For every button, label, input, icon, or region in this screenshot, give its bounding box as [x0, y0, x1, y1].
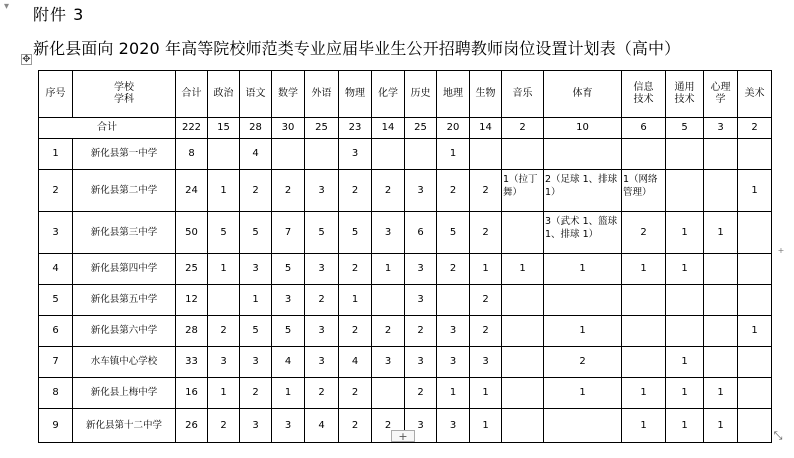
row-value-cell	[470, 139, 502, 170]
row-value-cell: 2	[339, 170, 372, 212]
row-value-cell: 1	[470, 409, 502, 443]
row-value-cell: 1	[437, 139, 470, 170]
row-value-cell: 1	[502, 254, 544, 285]
row-seq-cell: 5	[39, 285, 73, 316]
row-total-cell: 12	[176, 285, 208, 316]
row-seq-cell: 3	[39, 212, 73, 254]
row-value-cell	[372, 285, 405, 316]
row-seq-cell: 1	[39, 139, 73, 170]
row-total-cell: 33	[176, 347, 208, 378]
row-value-cell: 1	[622, 378, 666, 409]
header-subject-text: 体育	[572, 88, 593, 99]
row-value-cell: 3	[305, 170, 339, 212]
row-value-cell: 3	[405, 170, 437, 212]
row-value-cell	[437, 285, 470, 316]
table-row	[39, 212, 772, 254]
row-value-cell: 1	[372, 254, 405, 285]
header-subject-text: 地理	[443, 88, 463, 99]
row-total-cell: 24	[176, 170, 208, 212]
row-value-cell: 1	[666, 347, 704, 378]
row-value-cell: 1	[437, 378, 470, 409]
row-value-cell: 1	[208, 378, 240, 409]
row-value-cell	[502, 409, 544, 443]
header-subject-text: 信息	[633, 82, 654, 93]
row-seq-cell: 8	[39, 378, 73, 409]
row-value-cell	[666, 316, 704, 347]
row-value-cell: 2	[437, 254, 470, 285]
row-value-cell: 3	[405, 285, 437, 316]
row-total-cell: 8	[176, 139, 208, 170]
row-value-cell: 2	[372, 316, 405, 347]
total-value-cell: 25	[305, 118, 339, 139]
total-value-cell: 14	[372, 118, 405, 139]
table-body	[39, 71, 772, 443]
row-value-cell: 2	[372, 170, 405, 212]
row-value-cell: 3	[240, 254, 272, 285]
row-value-cell	[405, 139, 437, 170]
row-value-cell: 3	[272, 409, 305, 443]
header-subject	[502, 71, 544, 118]
row-value-cell: 2	[208, 316, 240, 347]
row-value-cell: 4	[272, 347, 305, 378]
row-value-cell: 2	[437, 170, 470, 212]
row-value-cell: 2	[305, 285, 339, 316]
row-value-cell: 3	[372, 347, 405, 378]
header-subject-label: 学科	[114, 94, 134, 105]
row-value-cell: 3	[240, 347, 272, 378]
header-subject	[372, 71, 405, 118]
row-value-cell	[622, 139, 666, 170]
total-value-cell: 14	[470, 118, 502, 139]
row-value-cell: 3	[437, 409, 470, 443]
header-subject-text: 音乐	[512, 88, 533, 99]
annex-label: 附件 3	[33, 5, 85, 24]
header-school-subject	[73, 71, 176, 118]
table-row	[39, 347, 772, 378]
row-value-cell: 2	[240, 170, 272, 212]
header-subject-text: 技术	[674, 94, 695, 105]
add-row-button[interactable]: +	[391, 430, 415, 442]
row-value-cell	[208, 139, 240, 170]
row-value-cell: 3	[305, 347, 339, 378]
row-value-cell	[704, 170, 738, 212]
header-subject	[305, 71, 339, 118]
row-value-cell: 2	[470, 170, 502, 212]
table-row	[39, 378, 772, 409]
header-subject-text: 历史	[410, 88, 431, 99]
row-value-cell: 2	[305, 378, 339, 409]
header-subject	[405, 71, 437, 118]
row-value-cell: 1	[704, 409, 738, 443]
row-value-cell: 2（足球 1、排球 1）	[544, 170, 622, 212]
header-subject	[544, 71, 622, 118]
row-value-cell: 1	[470, 254, 502, 285]
header-subject	[470, 71, 502, 118]
row-value-cell: 2	[470, 285, 502, 316]
row-value-cell: 3	[305, 254, 339, 285]
row-value-cell: 3	[372, 212, 405, 254]
row-value-cell	[738, 139, 772, 170]
row-value-cell: 2	[339, 409, 372, 443]
row-value-cell	[704, 254, 738, 285]
row-value-cell: 3	[208, 347, 240, 378]
row-value-cell: 1	[272, 378, 305, 409]
total-value-cell: 20	[437, 118, 470, 139]
header-subject-text: 心理	[710, 82, 731, 93]
row-value-cell: 5	[208, 212, 240, 254]
total-value-cell: 15	[208, 118, 240, 139]
row-school-cell: 新化县第十二中学	[73, 409, 176, 443]
row-seq-cell: 7	[39, 347, 73, 378]
header-subject-text: 通用	[674, 82, 695, 93]
page-corner-mark: ▾	[4, 1, 10, 12]
row-value-cell: 2	[470, 212, 502, 254]
row-value-cell: 1	[470, 378, 502, 409]
row-value-cell: 2	[544, 347, 622, 378]
row-value-cell	[372, 139, 405, 170]
header-subject-text: 政治	[213, 88, 234, 99]
row-value-cell: 5	[272, 254, 305, 285]
header-subject	[738, 71, 772, 118]
total-value-cell: 2	[738, 118, 772, 139]
row-value-cell	[738, 285, 772, 316]
header-seq: 序号	[39, 71, 73, 118]
total-value-cell: 5	[666, 118, 704, 139]
row-value-cell: 5	[437, 212, 470, 254]
row-value-cell	[738, 409, 772, 443]
row-value-cell	[704, 139, 738, 170]
header-school-label: 学校	[114, 82, 134, 93]
total-value-cell: 25	[405, 118, 437, 139]
row-value-cell: 1	[208, 170, 240, 212]
grand-total-cell: 222	[176, 118, 208, 139]
row-value-cell	[544, 139, 622, 170]
row-value-cell	[738, 347, 772, 378]
header-subject-text: 技术	[633, 94, 654, 105]
total-value-cell: 2	[502, 118, 544, 139]
row-school-cell: 新化县第五中学	[73, 285, 176, 316]
row-value-cell	[502, 378, 544, 409]
table-row	[39, 170, 772, 212]
row-value-cell: 2	[622, 212, 666, 254]
row-value-cell	[502, 285, 544, 316]
row-value-cell: 1	[208, 254, 240, 285]
header-subject	[622, 71, 666, 118]
table-header-row	[39, 71, 772, 118]
row-value-cell: 7	[272, 212, 305, 254]
row-value-cell	[704, 347, 738, 378]
row-value-cell: 1	[544, 316, 622, 347]
row-value-cell	[208, 285, 240, 316]
row-value-cell: 3	[405, 347, 437, 378]
header-subject	[272, 71, 305, 118]
table-row	[39, 139, 772, 170]
row-value-cell	[544, 285, 622, 316]
table-row	[39, 285, 772, 316]
row-value-cell: 3	[470, 347, 502, 378]
row-value-cell: 2	[272, 170, 305, 212]
row-value-cell: 1	[704, 212, 738, 254]
header-subject-text: 外语	[311, 88, 332, 99]
row-value-cell: 3	[339, 139, 372, 170]
row-school-cell: 新化县第二中学	[73, 170, 176, 212]
header-subject	[240, 71, 272, 118]
add-column-button[interactable]: +	[777, 246, 785, 255]
row-school-cell: 新化县第三中学	[73, 212, 176, 254]
row-value-cell: 1	[704, 378, 738, 409]
row-value-cell: 1（网络管理）	[622, 170, 666, 212]
row-value-cell	[704, 285, 738, 316]
header-subject-text: 语文	[245, 88, 266, 99]
row-value-cell: 2	[339, 254, 372, 285]
row-value-cell	[502, 316, 544, 347]
row-value-cell: 5	[240, 212, 272, 254]
row-value-cell: 1	[738, 170, 772, 212]
row-value-cell: 2	[405, 378, 437, 409]
row-value-cell: 1	[240, 285, 272, 316]
row-value-cell	[666, 170, 704, 212]
row-value-cell: 1	[666, 409, 704, 443]
row-total-cell: 16	[176, 378, 208, 409]
header-subject-text: 生物	[475, 88, 496, 99]
row-school-cell: 水车镇中心学校	[73, 347, 176, 378]
header-subject-text: 学	[715, 94, 726, 105]
header-subject-text: 数学	[278, 88, 298, 99]
table-row	[39, 316, 772, 347]
header-total: 合计	[176, 71, 208, 118]
row-value-cell: 3	[405, 254, 437, 285]
row-value-cell: 1	[666, 212, 704, 254]
row-value-cell	[738, 254, 772, 285]
row-value-cell	[704, 316, 738, 347]
row-seq-cell: 9	[39, 409, 73, 443]
row-value-cell: 2	[240, 378, 272, 409]
row-value-cell: 1	[666, 254, 704, 285]
row-total-cell: 26	[176, 409, 208, 443]
header-subject-text: 化学	[378, 88, 398, 99]
row-school-cell: 新化县第六中学	[73, 316, 176, 347]
recruitment-plan-table	[38, 70, 772, 443]
total-value-cell: 28	[240, 118, 272, 139]
row-value-cell	[272, 139, 305, 170]
table-resize-handle-icon[interactable]: ⤡	[773, 429, 783, 442]
total-value-cell: 30	[272, 118, 305, 139]
row-value-cell	[738, 378, 772, 409]
header-subject	[666, 71, 704, 118]
row-value-cell: 5	[272, 316, 305, 347]
row-value-cell	[502, 212, 544, 254]
total-row	[39, 118, 772, 139]
total-value-cell: 6	[622, 118, 666, 139]
row-school-cell: 新化县上梅中学	[73, 378, 176, 409]
row-value-cell: 3	[240, 409, 272, 443]
row-value-cell: 2	[339, 378, 372, 409]
row-value-cell: 3（武术 1、篮球 1、排球 1）	[544, 212, 622, 254]
row-value-cell: 1	[666, 378, 704, 409]
row-value-cell: 2	[208, 409, 240, 443]
row-value-cell: 4	[305, 409, 339, 443]
header-subject	[704, 71, 738, 118]
total-value-cell: 23	[339, 118, 372, 139]
row-value-cell: 2	[470, 316, 502, 347]
table-row	[39, 254, 772, 285]
document-title: 新化县面向 2020 年高等院校师范类专业应届毕业生公开招聘教师岗位设置计划表（高中）	[33, 39, 681, 58]
row-value-cell: 1	[622, 254, 666, 285]
header-subject-text: 美术	[744, 88, 765, 99]
row-school-cell: 新化县第一中学	[73, 139, 176, 170]
row-total-cell: 50	[176, 212, 208, 254]
row-value-cell: 3	[405, 409, 437, 443]
row-seq-cell: 4	[39, 254, 73, 285]
row-value-cell: 2	[339, 316, 372, 347]
row-value-cell	[305, 139, 339, 170]
total-value-cell: 10	[544, 118, 622, 139]
row-value-cell: 4	[240, 139, 272, 170]
row-value-cell	[622, 347, 666, 378]
row-value-cell: 1	[738, 316, 772, 347]
row-value-cell: 1（拉丁舞）	[502, 170, 544, 212]
row-school-cell: 新化县第四中学	[73, 254, 176, 285]
row-value-cell	[622, 285, 666, 316]
header-subject	[437, 71, 470, 118]
row-value-cell	[372, 378, 405, 409]
header-subject	[339, 71, 372, 118]
row-value-cell: 2	[372, 409, 405, 443]
row-value-cell: 3	[437, 347, 470, 378]
row-value-cell	[502, 139, 544, 170]
row-value-cell: 2	[405, 316, 437, 347]
row-value-cell: 3	[272, 285, 305, 316]
total-label: 合计	[39, 118, 176, 139]
row-value-cell: 5	[240, 316, 272, 347]
row-value-cell: 3	[305, 316, 339, 347]
row-value-cell: 6	[405, 212, 437, 254]
row-value-cell: 4	[339, 347, 372, 378]
row-value-cell: 5	[339, 212, 372, 254]
row-seq-cell: 2	[39, 170, 73, 212]
row-value-cell	[622, 316, 666, 347]
table-move-handle-icon[interactable]: ✥	[22, 54, 31, 65]
row-value-cell: 1	[544, 254, 622, 285]
row-seq-cell: 6	[39, 316, 73, 347]
row-total-cell: 25	[176, 254, 208, 285]
row-value-cell: 1	[339, 285, 372, 316]
row-value-cell	[502, 347, 544, 378]
row-value-cell: 3	[437, 316, 470, 347]
row-value-cell	[666, 285, 704, 316]
row-value-cell: 1	[544, 378, 622, 409]
row-value-cell	[544, 409, 622, 443]
total-value-cell: 3	[704, 118, 738, 139]
header-subject	[208, 71, 240, 118]
header-subject-text: 物理	[345, 88, 365, 99]
row-value-cell	[666, 139, 704, 170]
row-value-cell: 5	[305, 212, 339, 254]
row-value-cell: 1	[622, 409, 666, 443]
row-value-cell	[738, 212, 772, 254]
row-total-cell: 28	[176, 316, 208, 347]
